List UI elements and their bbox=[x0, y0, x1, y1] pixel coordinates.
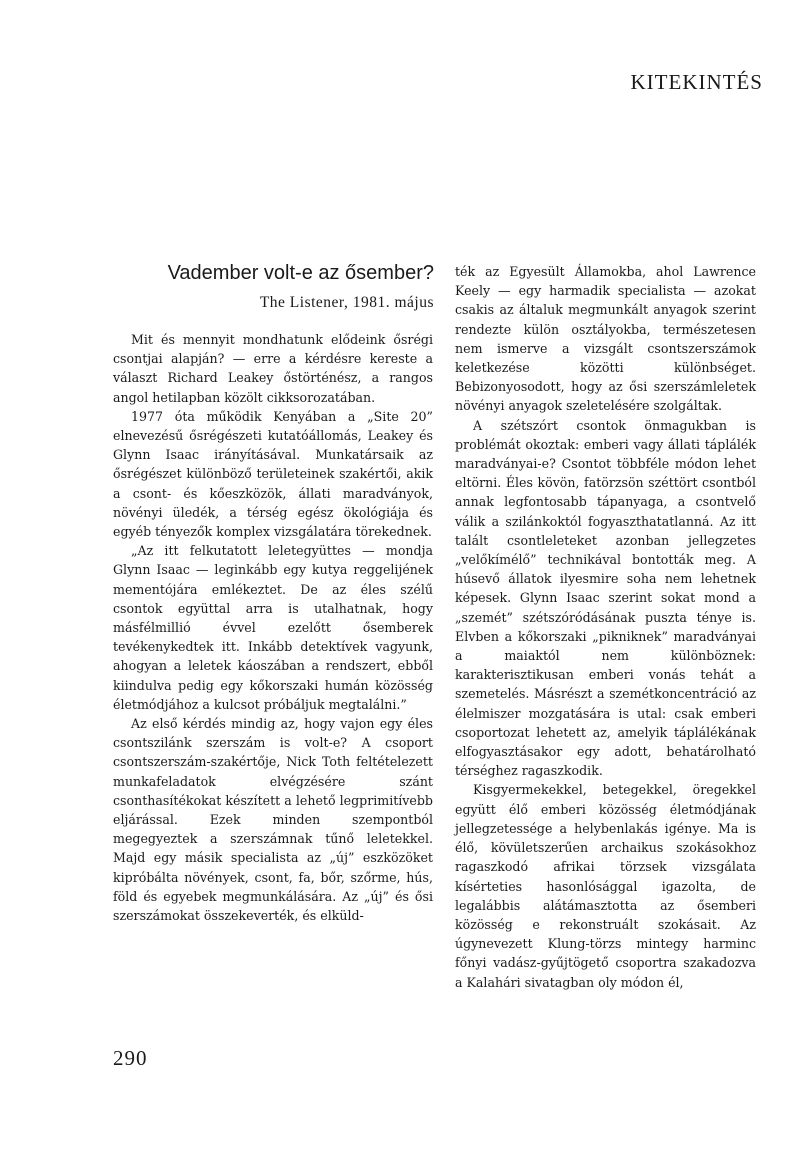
paragraph: Az első kérdés mindig az, hogy vajon egy éles csontszilánk szerszám is volt-e? A csoport csontszerszám-szakértője, Nick Toth feltételezett munkafeladatok elvégzésére szánt csonthasítékokat készített a lehető legprimitívebb eljárással. Ezek minden szempontból megegyeztek a szerszámnak tűnő leletekkel. Majd egy másik specialista az „új” eszközöket kipróbálta növények, csont, fa, bőr, szőrme, hús, föld és egyebek megmunkálására. Az „új” és ősi szerszámokat összekeverték, és elküld- bbox=[113, 716, 433, 924]
paragraph: Mit és mennyit mondhatunk elődeink ősrégi csontjai alapján? — erre a kérdésre kereste a választ Richard Leakey őstörténész, a rangos angol hetilapban közölt cikksorozatában. bbox=[113, 332, 433, 405]
paragraph: 1977 óta működik Kenyában a „Site 20” elnevezésű ősrégészeti kutatóállomás, Leakey és Glynn Isaac irányításával. Munkatársaik az ősrégészet különböző területeinek szakértői, akik a csont- és kőeszközök, állati maradványok, növényi üledék, a térség egész ökológiája és egyéb tényezők komplex vizsgálatára törekednek. bbox=[113, 408, 433, 540]
article-title: Vadember volt-e az ősember? bbox=[167, 262, 434, 284]
section-header: KITEKINTÉS bbox=[630, 70, 763, 94]
paragraph: „Az itt felkutatott leletegyüttes — mondja Glynn Isaac — leginkább egy kutya reggelijének mementójára emlékeztet. De az éles szélű csontok együttal arra is utalhatnak, hogy másfélmillió évvel ezelőtt ősemberek tevékenykedtek itt. Inkább detektívek vagyunk, ahogyan a leletek káoszában a rendszert, ebből kiindulva pedig egy kőkorszaki humán közösség életmódjához a kulcsot próbáljuk megtalálni.” bbox=[113, 543, 433, 712]
paragraph: A szétszórt csontok önmagukban is problémát okoztak: emberi vagy állati táplálék maradványai-e? Csontot többféle módon lehet eltörni. Éles kövön, fatörzsön széttört csontból annak legfontosabb tápanyaga, a csontvelő válik a szilánkoktól fogyaszthatatlanná. Az itt talált csontleleteket azonban jellegzetes „velőkímélő” technikával bontották meg. A húsevő állatok ilyesmire soha nem lehetnek képesek. Glynn Isaac szerint sokat mond a „szemét” szétszóródásának puszta ténye is. Elvben a kőkorszaki „pikniknek” maradványai a maiaktól nem különböznek: karakterisztikusan emberi vonás tehát a szemetelés. Másrészt a szemétkoncentráció az élelmiszer mozgatására is utal: csak emberi csoportozat lehetett az, amelyik táplálékának elfogyasztásakor egy adott, behatárolható térséghez ragaszkodik. bbox=[455, 417, 756, 779]
paragraph: ték az Egyesült Államokba, ahol Lawrence Keely — egy harmadik specialista — azokat csakis az általuk megmunkált anyagok szerint rendezte külön osztályokba, természetesen nem ismerve a vizsgált csontszerszámok keletkezése közötti különbséget. Bebizonyosodott, hogy az ősi szerszámleletek növényi anyagok szeletelésére szolgáltak. bbox=[455, 264, 756, 414]
paragraph: Kisgyermekekkel, betegekkel, öregekkel együtt élő emberi közösség életmódjának jellegzetessége a helybenlakás igénye. Ma is élő, kövületszerűen archaikus szokásokhoz ragaszkodó afrikai törzsek vizsgálata kísérteties hasonlósággal igazolta, de legalábbis alátámasztotta az ősemberi közösség e rekonstruált szokásait. Az úgynevezett Klung-törzs mintegy harminc főnyi vadász-gyűjtögető csoportra szakadozva a Kalahári sivatagban oly módon él, bbox=[455, 782, 756, 990]
page-number: 290 bbox=[113, 1046, 148, 1070]
left-column bbox=[113, 330, 433, 925]
article-source: The Listener, 1981. május bbox=[259, 294, 434, 311]
right-column bbox=[455, 262, 756, 992]
